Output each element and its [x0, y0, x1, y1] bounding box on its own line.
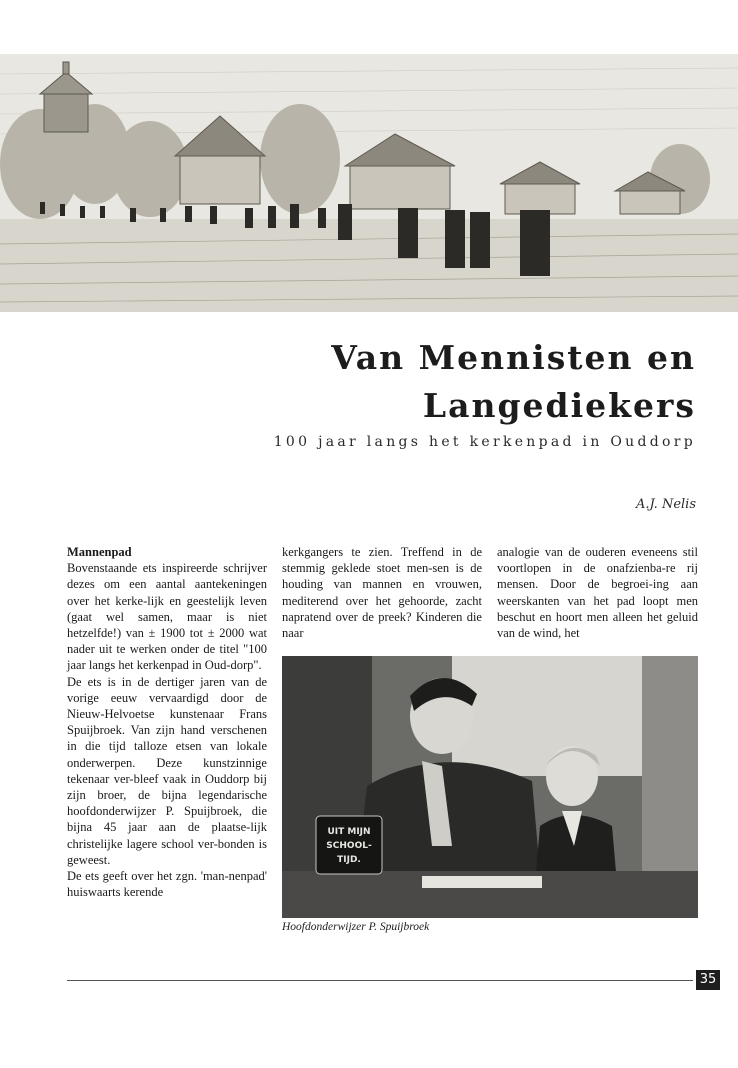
- paragraph: De ets is in de dertiger jaren van de vorige eeuw vervaardigd door de Nieuw-Helvoetse kunstenaar Frans Spuijbroek. Van zijn hand verschenen in die tijd talloze etsen van lokale onderwerpen. Deze kunstzinnige tekenaar ver-bleef vaak in Ouddorp bij zijn broer, de bijna legendarische hoofdonderwijzer P. Spuijbroek, die bijna 45 jaar aan de plaatse-lijk christelijke lagere school ver-bonden is geweest.: [67, 674, 267, 867]
- article-title-line-2: Langediekers: [422, 386, 696, 425]
- article-author: A.J. Nelis: [635, 497, 696, 512]
- text-column-2: [282, 544, 482, 641]
- paragraph: kerkgangers te zien. Treffend in de stemmig geklede stoet men-sen is de houding van mannen en vrouwen, mediterend over het gehoorde, zacht napratend over de preek? Kinderen die naar: [282, 545, 482, 641]
- sign-text-line-3: TIJD.: [337, 855, 361, 865]
- page-number: 35: [696, 970, 720, 990]
- sign-text-line-1: UIT MIJN: [327, 827, 371, 837]
- article-subtitle: 100 jaar langs het kerkenpad in Ouddorp: [273, 434, 696, 450]
- article-title-line-1: Van Mennisten en: [331, 338, 696, 377]
- photo-caption: Hoofdonderwijzer P. Spuijbroek: [282, 921, 430, 933]
- paragraph: analogie van de ouderen eveneens stil voortlopen in de onafzienba-re rij mensen. Door de begroei-ing aan weerskanten van het pad loopt men beschut en hoort men alleen het geluid van de wind, het: [497, 545, 698, 641]
- section-heading: Mannenpad: [67, 545, 132, 559]
- text-column-3: [497, 544, 698, 641]
- paragraph: De ets geeft over het zgn. 'man-nenpad' huiswaarts kerende: [67, 869, 267, 900]
- text-column-1: [67, 544, 267, 900]
- paragraph: Bovenstaande ets inspireerde schrijver dezes om een aantal aantekeningen over het kerke-lijk en geestelijk leven (gaat wel samen, maar is niet hetzelfde!) van ± 1900 tot ± 2000 wat nader uit te werken onder de titel "100 jaar langs het kerkenpad in Oud-dorp".: [67, 561, 267, 673]
- footer-rule: [67, 980, 693, 981]
- photo-teacher-and-boy: [282, 656, 698, 918]
- sign-text-line-2: SCHOOL-: [326, 841, 372, 851]
- etching-illustration: [0, 54, 738, 312]
